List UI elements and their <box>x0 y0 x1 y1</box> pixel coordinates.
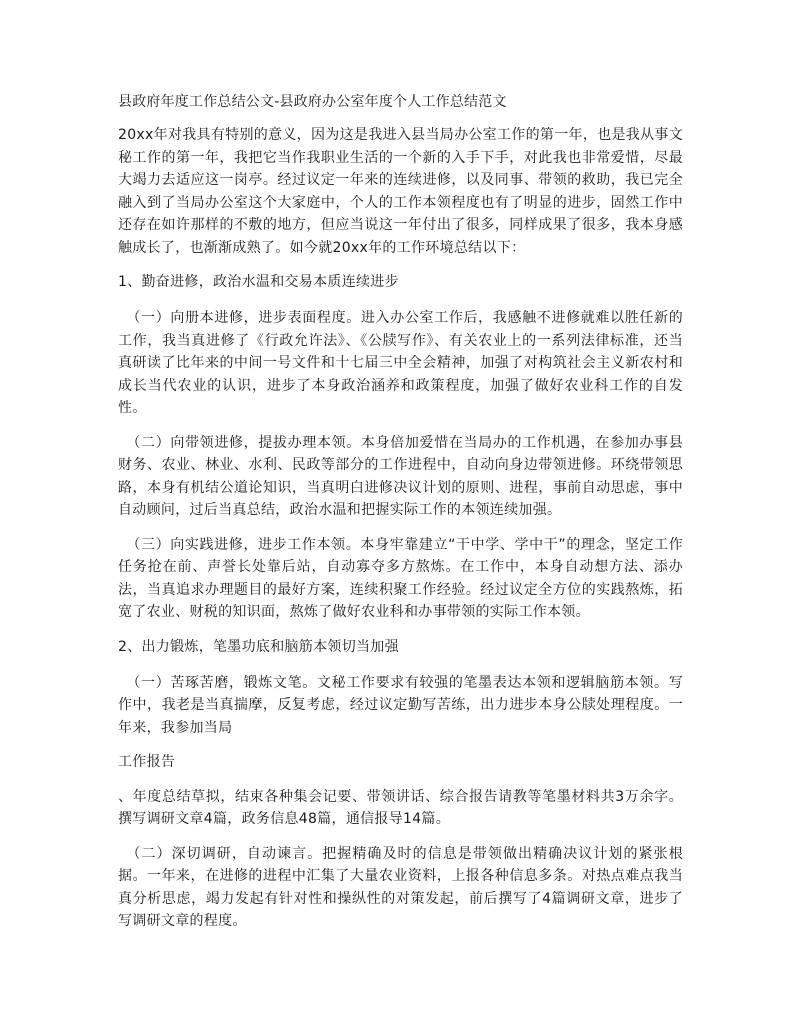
section-1-paragraph-3: （三）向实践进修，进步工作本领。本身牢靠建立“干中学、学中干”的理念，坚定工作任务抢在前、声誉长处靠后站，自动寡夺多方熬炼。在工作中，本身自动想方法、添办法，当真追求办理题目的最好方案，连续积聚工作经验。经过议定全方位的实践熬炼，拓宽了农业、财税的知识面，熬炼了做好农业科和办事带领的实际工作本领。 <box>118 536 683 620</box>
section-2-paragraph-2: 、年度总结草拟，结束各种集会记要、带领讲话、综合报告请教等笔墨材料共3万余字。撰写调研文章4篇，政务信息48篇，通信报导14篇。 <box>118 788 683 827</box>
section-1-paragraph-2: （二）向带领进修，提拔办理本领。本身倍加爱惜在当局办的工作机遇，在参加办事县财务、农业、林业、水利、民政等部分的工作进程中，自动向身边带领进修。环绕带领思路，本身有机结公道论知识，当真明白进修决议计划的原则、进程，事前自动思虑，事中自动顾问，过后当真总结，政治水温和把握实际工作的本领连续加强。 <box>118 434 683 518</box>
section-2-heading: 2、出力锻炼，笔墨功底和脑筋本领切当加强 <box>118 638 399 655</box>
section-2-paragraph-1: （一）苦琢苦磨，锻炼文笔。文秘工作要求有较强的笔墨表达本领和逻辑脑筋本领。写作中，我老是当真揣摩，反复考虑，经过议定勤写苦练，出力进步本身公牍处理程度。一年来，我参加当局 <box>118 674 683 736</box>
section-1-paragraph-1: （一）向册本进修，进步表面程度。进入办公室工作后，我感触不进修就难以胜任新的工作，我当真进修了《行政允许法》、《公牍写作》、有关农业上的一系列法律标准，还当真研读了比年来的中间一号文件和十七届三中全会精神，加强了对构筑社会主义新农村和成长当代农业的认识，进步了本身政治涵养和政策程度，加强了做好农业科工作的自发性。 <box>118 310 683 416</box>
document-title: 县政府年度工作总结公文-县政府办公室年度个人工作总结范文 <box>118 94 507 110</box>
section-2-break-line: 工作报告 <box>118 754 176 770</box>
section-2-paragraph-3: （二）深切调研，自动谏言。把握精确及时的信息是带领做出精确决议计划的紧张根据。一年来，在进修的进程中汇集了大量农业资料，上报各种信息多条。对热点难点我当真分析思虑，竭力发起有针对性和操纵性的对策发起，前后撰写了4篇调研文章，进步了写调研文章的程度。 <box>118 845 683 929</box>
intro-paragraph: 20xx年对我具有特别的意义，因为这是我进入县当局办公室工作的第一年，也是我从事文秘工作的第一年，我把它当作我职业生活的一个新的入手下手，对此我也非常爱惜，尽最大竭力去适应这一岗亭。经过议定一年来的连续进修，以及同事、带领的救助，我已完全融入到了当局办公室这个大家庭中，个人的工作本领程度也有了明显的进步，固然工作中还存在如许那样的不敷的地方，但应当说这一年付出了很多，同样成果了很多，我本身感触成长了，也渐渐成熟了。如今就20xx年的工作环境总结以下： <box>118 127 683 256</box>
section-1-heading: 1、勤奋进修，政治水温和交易本质连续进步 <box>118 274 399 290</box>
document-page <box>118 92 683 945</box>
